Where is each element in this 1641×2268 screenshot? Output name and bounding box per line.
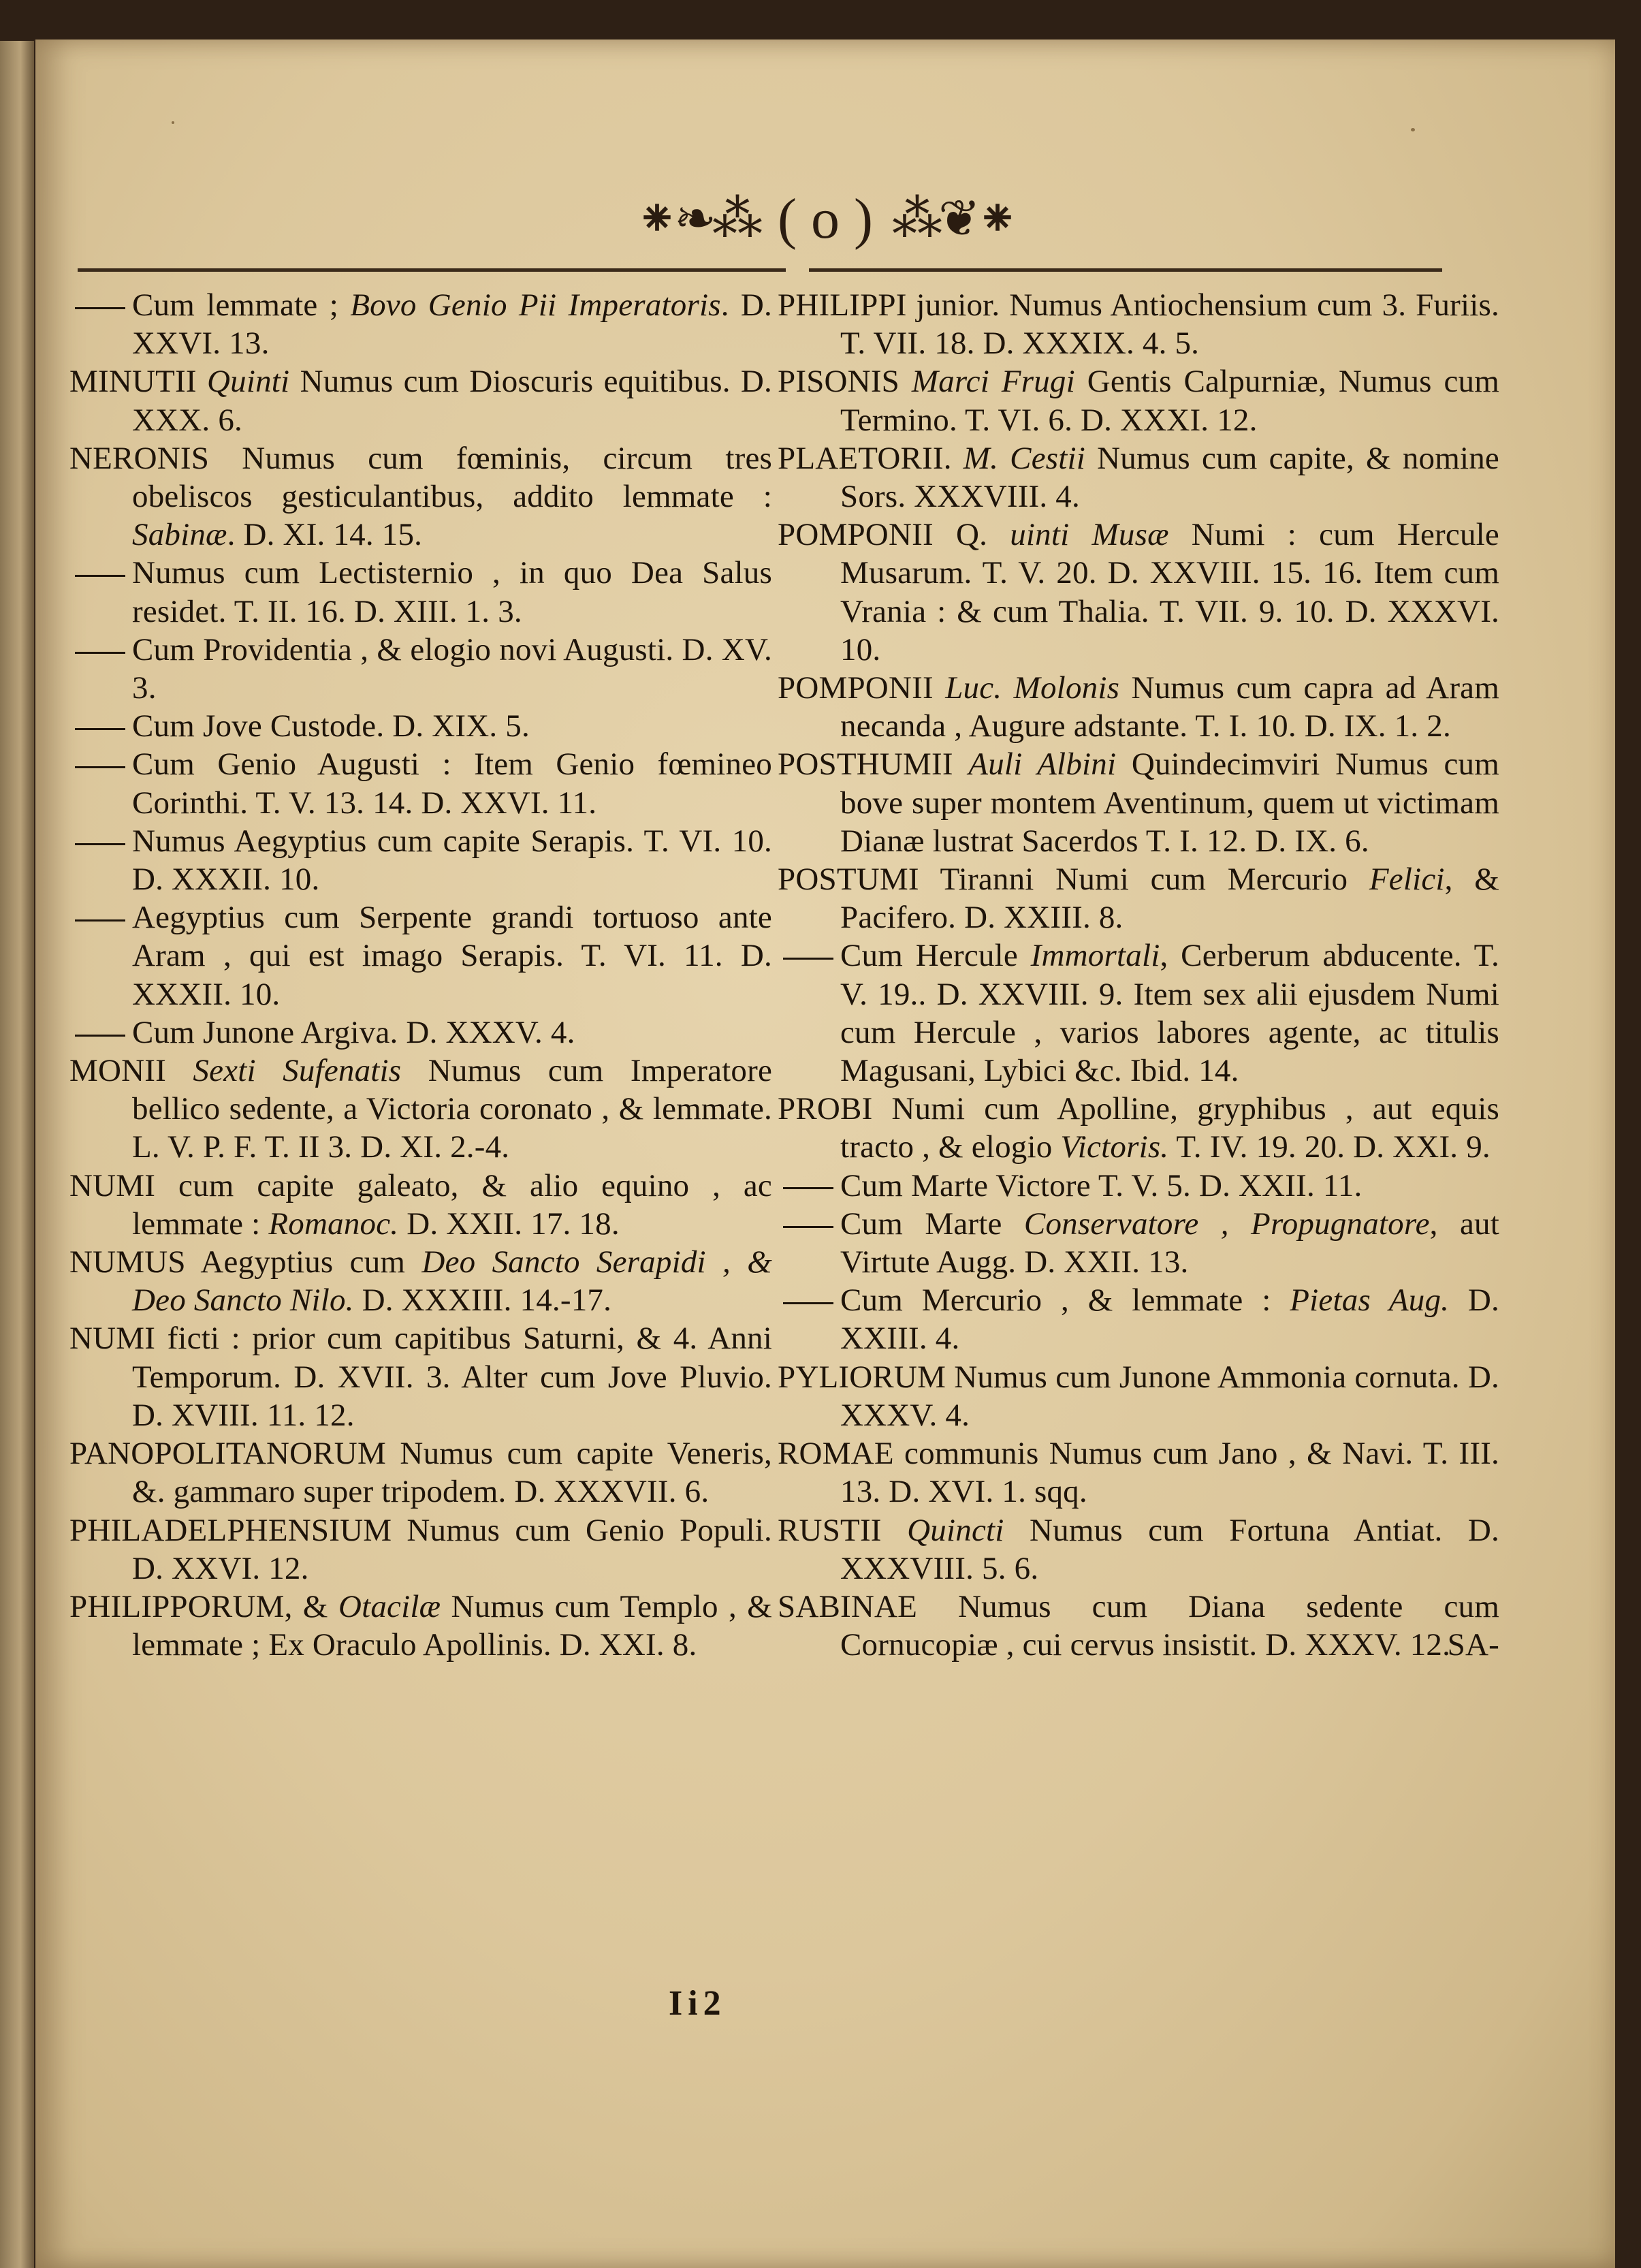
entry-tail: D. XXII. 17. 18.	[398, 1206, 620, 1242]
entry-italic: Deo Sancto Serapidi , & Deo Sancto Nilo.	[132, 1244, 772, 1319]
header-ornament-right: ⁂❦⁕	[891, 191, 1015, 247]
entry-text: Numus cum fœminis, circum tres obeliscos gesticulantibus, addito lemmate :	[132, 440, 772, 515]
index-entry	[778, 745, 1499, 860]
entry-tail: Numus cum capra ad Aram necanda , Augure adstante. T. I. 10. D. IX. 1. 2.	[840, 670, 1499, 744]
entry-italic: Luc. Molonis	[945, 670, 1120, 706]
entry-text: Numus cum Junone Ammonia cornuta. D. XXXV. 4.	[840, 1359, 1499, 1433]
entry-text	[952, 441, 963, 476]
ditto-dash	[778, 936, 840, 975]
ditto-dash	[69, 898, 132, 936]
ditto-dash	[69, 286, 132, 324]
index-entry	[69, 707, 772, 745]
entry-head: PYLIORUM	[778, 1359, 946, 1395]
entry-italic: Auli Albini	[968, 746, 1117, 783]
foxing-spot	[1411, 128, 1415, 131]
index-entry	[778, 1167, 1499, 1205]
index-entry	[778, 1511, 1499, 1588]
entry-italic: Victoris.	[1060, 1129, 1169, 1165]
header-rule-left	[78, 268, 786, 272]
facing-page-edge	[0, 41, 34, 2268]
entry-tail: Numus cum Dioscuris equitibus. D. XXX. 6.	[132, 364, 772, 438]
index-entry	[69, 1319, 772, 1434]
entry-italic: Quincti	[907, 1512, 1004, 1548]
index-entry	[69, 554, 772, 630]
left-column	[69, 286, 772, 1664]
ditto-dash	[69, 707, 132, 745]
index-entry	[778, 362, 1499, 439]
entry-text: Q.	[933, 517, 1010, 553]
index-entry	[778, 1090, 1499, 1166]
entry-italic: Marci Frugi	[911, 364, 1075, 400]
entry-italic: Otacilæ	[338, 1588, 441, 1624]
entry-italic: Sexti Sufenatis	[193, 1053, 402, 1089]
entry-text: Cum Mercurio , & lemmate :	[840, 1282, 1290, 1319]
entry-head: PHILIPPORUM	[69, 1588, 285, 1624]
ditto-dash	[778, 1281, 840, 1319]
entry-tail: . D. XI. 14. 15.	[227, 517, 423, 553]
entry-italic: Sabinæ	[132, 517, 227, 553]
entry-text: cum capite galeato, & alio equino , ac lemmate :	[132, 1167, 772, 1242]
index-entry	[778, 286, 1499, 362]
entry-italic: Romanoc.	[268, 1206, 399, 1242]
entry-head: POMPONII	[778, 670, 934, 706]
entry-text: Cum lemmate ;	[132, 287, 351, 323]
entry-head: PROBI	[778, 1091, 873, 1127]
entry-text: Cum Hercule	[840, 938, 1031, 974]
entry-text	[953, 746, 969, 782]
entry-text: junior. Numus Antiochensium cum 3. Furiis. T. VII. 18. D. XXXIX. 4. 5.	[840, 287, 1499, 362]
entry-text: Numi cum Apolline, gryphibus , aut equis tracto , & elogio	[840, 1091, 1499, 1165]
entry-text	[934, 670, 945, 706]
right-column	[778, 286, 1499, 1665]
entry-head: PHILIPPI	[778, 287, 907, 323]
entry-italic: M. Cestii	[963, 440, 1086, 476]
foxing-spot	[172, 121, 174, 124]
entry-text: Cum Junone Argiva. D. XXXV. 4.	[132, 1014, 575, 1050]
index-entry	[778, 1205, 1499, 1281]
entry-tail: , aut Virtute Augg. D. XXII. 13.	[840, 1206, 1499, 1280]
entry-text	[899, 364, 912, 399]
index-entry	[778, 1588, 1499, 1664]
ditto-dash	[69, 1013, 132, 1052]
entry-head: SABINAE	[778, 1588, 918, 1624]
index-entry	[778, 516, 1499, 669]
index-entry	[69, 362, 772, 439]
entry-head: ROMAE	[778, 1436, 894, 1472]
entry-head: POMPONII	[778, 517, 934, 553]
entry-head: PISONIS	[778, 364, 900, 400]
entry-text: Aegyptius cum Serpente grandi tortuoso ante Aram , qui est imago Serapis. T. VI. 11. D. XXXII. 10.	[132, 900, 772, 1012]
entry-text: Tiranni Numi cum Mercurio	[919, 862, 1369, 898]
page-header	[35, 187, 1615, 251]
entry-text: Cum Marte	[840, 1206, 1024, 1242]
page-number: ( o )	[778, 187, 873, 251]
index-entry	[69, 1511, 772, 1588]
entry-head: MONII	[69, 1053, 166, 1089]
entry-head: NUMI	[69, 1321, 156, 1357]
ditto-dash	[778, 1205, 840, 1243]
index-entry	[69, 1013, 772, 1052]
entry-head: PANOPOLITANORUM	[69, 1436, 386, 1472]
entry-text: Numus cum Diana sedente cum Cornucopiæ , cui cervus insistit. D. XXXV. 12.	[840, 1588, 1499, 1663]
header-ornament-left: ⁕❧⁂	[636, 191, 759, 247]
entry-text: Cum Providentia , & elogio novi Augusti. D. XV. 3.	[132, 631, 772, 706]
entry-tail: D. XXXIII. 14.-17.	[353, 1282, 612, 1319]
entry-text: communis Numus cum Jano , & Navi. T. III. 13. D. XVI. 1. sqq.	[840, 1436, 1499, 1510]
entry-head: POSTHUMII	[778, 746, 953, 783]
index-entry	[69, 1588, 772, 1664]
entry-text: , &	[284, 1588, 338, 1624]
index-entry	[69, 1434, 772, 1511]
index-entry	[778, 439, 1499, 516]
entry-text: Numus cum capite Veneris, &. gammaro super tripodem. D. XXXVII. 6.	[132, 1436, 772, 1510]
index-entry	[69, 898, 772, 1013]
entry-tail: Numus cum Imperatore bellico sedente, a Victoria coronato , & lemmate. L. V. P. F. T. II 3. D. XI. 2.-4.	[132, 1053, 773, 1165]
index-entry	[778, 669, 1499, 745]
entry-text: Cum Marte Victore T. V. 5. D. XXII. 11.	[840, 1167, 1363, 1203]
index-entry	[69, 1052, 772, 1167]
index-entry	[69, 1167, 772, 1243]
ditto-dash	[69, 745, 132, 783]
index-entry	[778, 1358, 1499, 1434]
entry-head: RUSTII	[778, 1512, 882, 1548]
entry-head: POSTUMI	[778, 862, 919, 898]
entry-italic: Immortali	[1030, 938, 1160, 974]
entry-head: PHILADELPHENSIUM	[69, 1512, 392, 1548]
index-entry	[69, 822, 772, 898]
catchword: SA-	[1447, 1627, 1499, 1663]
entry-tail: , Cerberum abducente. T. V. 19.. D. XXVIII. 9. Item sex alii ejusdem Numi cum Hercule , varios labores agente, ac titulis Magusani, Lybici &c. Ibid. 14.	[840, 938, 1499, 1089]
index-entry	[69, 745, 772, 821]
entry-head: NERONIS	[69, 440, 210, 476]
entry-tail: Quindecimviri Numus cum bove super montem Aventinum, quem ut victimam Dianæ lustrat Sacerdos T. I. 12. D. IX. 6.	[840, 746, 1499, 859]
entry-italic: Pietas Aug.	[1290, 1282, 1450, 1319]
index-entry	[69, 1243, 772, 1319]
entry-tail: D. XXIII. 4.	[840, 1282, 1499, 1357]
entry-italic: Conservatore , Propugnatore	[1023, 1206, 1430, 1242]
entry-tail: , & Pacifero. D. XXIII. 8.	[840, 862, 1499, 936]
entry-tail: Numus cum Templo , & lemmate ; Ex Oraculo Apollinis. D. XXI. 8.	[132, 1588, 772, 1663]
entry-tail: . D. XXVI. 13.	[132, 287, 772, 362]
entry-text: Numus Aegyptius cum capite Serapis. T. VI. 10. D. XXXII. 10.	[132, 823, 772, 898]
index-entry	[69, 439, 772, 554]
entry-text	[166, 1053, 193, 1088]
book-page	[35, 40, 1615, 2268]
entry-head: MINUTII	[69, 364, 197, 400]
entry-italic: Quinti	[207, 364, 290, 400]
index-entry	[778, 1434, 1499, 1511]
index-entry	[69, 631, 772, 707]
ditto-dash	[778, 1167, 840, 1205]
index-entry	[778, 936, 1499, 1090]
entry-head: NUMI	[69, 1167, 156, 1203]
ditto-dash	[69, 631, 132, 669]
entry-text: Aegyptius cum	[185, 1244, 422, 1280]
entry-text	[882, 1513, 907, 1548]
entry-head: PLAETORII.	[778, 440, 952, 476]
entry-text: Numus cum Lectisternio , in quo Dea Salus residet. T. II. 16. D. XIII. 1. 3.	[132, 555, 772, 629]
entry-head: NUMUS	[69, 1244, 186, 1280]
index-entry	[778, 860, 1499, 936]
ditto-dash	[69, 822, 132, 860]
entry-tail: Gentis Calpurniæ, Numus cum Termino. T. VI. 6. D. XXXI. 12.	[840, 364, 1500, 438]
entry-italic: Bovo Genio Pii Imperatoris	[350, 287, 721, 323]
index-entry	[69, 286, 772, 362]
entry-italic: uinti Musæ	[1010, 517, 1169, 553]
entry-tail: Numus cum Fortuna Antiat. D. XXXVIII. 5. 6.	[840, 1512, 1499, 1586]
entry-text	[197, 364, 207, 399]
ditto-dash	[69, 554, 132, 592]
entry-text: Cum Genio Augusti : Item Genio fœmineo Corinthi. T. V. 13. 14. D. XXVI. 11.	[132, 746, 772, 821]
entry-tail: T. IV. 19. 20. D. XXI. 9.	[1168, 1129, 1491, 1165]
entry-tail: Numi : cum Hercule Musarum. T. V. 20. D. XXVIII. 15. 16. Item cum Vrania : & cum Thalia. T. VII. 9. 10. D. XXXVI. 10.	[840, 517, 1499, 667]
index-entry	[778, 1281, 1499, 1357]
entry-italic: Felici	[1369, 862, 1445, 898]
signature-mark: Ii2	[669, 1984, 727, 2023]
header-rule-right	[809, 268, 1442, 272]
entry-tail: Numus cum capite, & nomine Sors. XXXVIII. 4.	[840, 440, 1499, 515]
entry-text: Numus cum Genio Populi. D. XXVI. 12.	[132, 1512, 772, 1586]
entry-text: Cum Jove Custode. D. XIX. 5.	[132, 708, 530, 744]
entry-text: ficti : prior cum capitibus Saturni, & 4. Anni Temporum. D. XVII. 3. Alter cum Jove Pluvio. D. XVIII. 11. 12.	[132, 1321, 772, 1433]
